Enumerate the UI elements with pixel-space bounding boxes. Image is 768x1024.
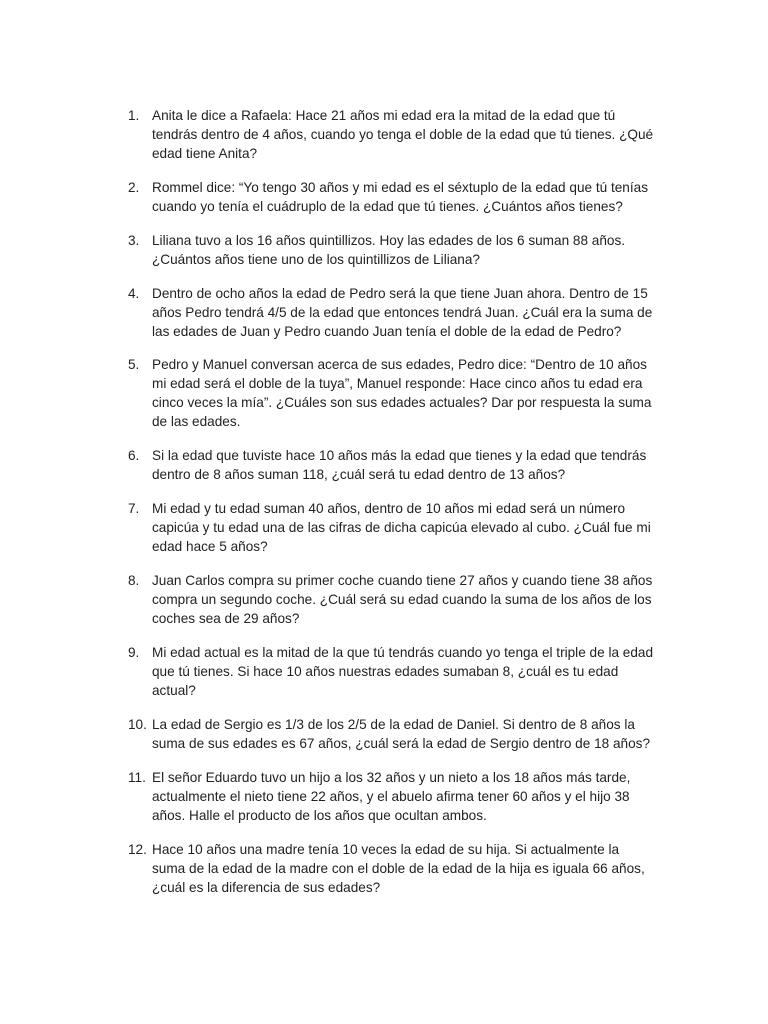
problem-item <box>128 715 668 753</box>
problem-number: 10. <box>128 717 147 732</box>
problem-number: 3. <box>128 233 140 248</box>
problem-number: 8. <box>128 573 140 588</box>
problem-item <box>128 840 668 897</box>
problem-number: 12. <box>128 842 147 857</box>
problem-item <box>128 571 668 628</box>
problem-text: Anita le dice a Rafaela: Hace 21 años mi edad era la mitad de la edad que tú tendrás dentro de 4 años, cuando yo tenga el doble de la edad que tú tienes. ¿Qué edad tiene Anita? <box>152 108 654 161</box>
problem-text: La edad de Sergio es 1/3 de los 2/5 de la edad de Daniel. Si dentro de 8 años la suma de sus edades es 67 años, ¿cuál será la edad de Sergio dentro de 18 años? <box>152 717 651 751</box>
problem-number: 4. <box>128 286 140 301</box>
problem-text: Pedro y Manuel conversan acerca de sus edades, Pedro dice: “Dentro de 10 años mi edad será el doble de la tuya”, Manuel responde: Hace cinco años tu edad era cinco veces la mía”. ¿Cuáles son sus edades actuales? Dar por respuesta la suma de las edades. <box>152 357 652 429</box>
problem-text: Liliana tuvo a los 16 años quintillizos. Hoy las edades de los 6 suman 88 años. ¿Cuántos años tiene uno de los quintillizos de Liliana? <box>152 233 626 267</box>
problem-item <box>128 499 668 556</box>
problem-number: 6. <box>128 448 140 463</box>
problem-text: Mi edad y tu edad suman 40 años, dentro de 10 años mi edad será un número capicúa y tu edad una de las cifras de dicha capicúa elevado al cubo. ¿Cuál fue mi edad hace 5 años? <box>152 501 651 554</box>
problem-text: Si la edad que tuviste hace 10 años más la edad que tienes y la edad que tendrás dentro de 8 años suman 118, ¿cuál será tu edad dentro de 13 años? <box>152 448 647 482</box>
problem-number: 7. <box>128 501 140 516</box>
problem-item <box>128 106 668 163</box>
problem-item <box>128 284 668 341</box>
problem-item <box>128 231 668 269</box>
problem-text: Dentro de ocho años la edad de Pedro será la que tiene Juan ahora. Dentro de 15 años Pedro tendrá 4/5 de la edad que entonces tendrá Juan. ¿Cuál era la suma de las edades de Juan y Pedro cuando Juan tenía el doble de la edad de Pedro? <box>152 286 653 339</box>
problem-text: Mi edad actual es la mitad de la que tú tendrás cuando yo tenga el triple de la edad que tú tienes. Si hace 10 años nuestras edades sumaban 8, ¿cuál es tu edad actual? <box>152 645 654 698</box>
problem-item <box>128 643 668 700</box>
problem-item <box>128 178 668 216</box>
problem-item <box>128 768 668 825</box>
problem-text: El señor Eduardo tuvo un hijo a los 32 años y un nieto a los 18 años más tarde, actualmente el nieto tiene 22 años, y el abuelo afirma tener 60 años y el hijo 38 años. Halle el producto de los años que ocultan ambos. <box>152 770 631 823</box>
problem-item <box>128 446 668 484</box>
problem-list <box>128 106 668 912</box>
problem-item <box>128 355 668 431</box>
problem-number: 2. <box>128 180 140 195</box>
problem-number: 5. <box>128 357 140 372</box>
problem-number: 1. <box>128 108 140 123</box>
problem-text: Rommel dice: “Yo tengo 30 años y mi edad es el séxtuplo de la edad que tú tenías cuando yo tenía el cuádruplo de la edad que tú tienes. ¿Cuántos años tienes? <box>152 180 648 214</box>
problem-number: 9. <box>128 645 140 660</box>
problem-text: Hace 10 años una madre tenía 10 veces la edad de su hija. Si actualmente la suma de la edad de la madre con el doble de la edad de la hija es iguala 66 años, ¿cuál es la diferencia de sus edades? <box>152 842 645 895</box>
problem-number: 11. <box>128 770 146 785</box>
problem-text: Juan Carlos compra su primer coche cuando tiene 27 años y cuando tiene 38 años compra un segundo coche. ¿Cuál será su edad cuando la suma de los años de los coches sea de 29 años? <box>152 573 653 626</box>
